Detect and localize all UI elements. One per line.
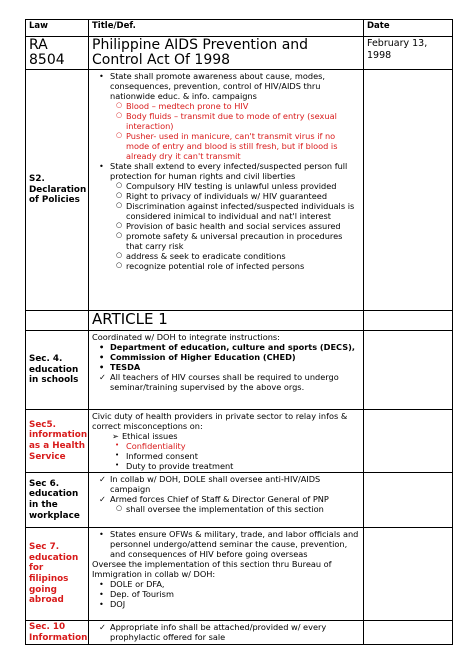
s4-item: Commission of Higher Education (CHED) <box>110 352 296 362</box>
s5-item: Duty to provide treatment <box>126 461 234 471</box>
header-law: Law <box>26 20 89 37</box>
s2-red-2: Body fluids – transmit due to mode of entry (sexual interaction) <box>126 111 337 131</box>
list-item <box>92 161 360 181</box>
s2-bullet-2: State shall extend to every infected/suspected person full protection for human rights and civil liberties <box>110 161 348 181</box>
s4-item: Department of education, culture and sports (DECS), <box>110 342 355 352</box>
circle-bullet-icon: ○ <box>116 181 123 189</box>
bullet-icon: • <box>99 71 104 81</box>
arrow-bullet-icon: ➢ <box>112 431 119 441</box>
bullet-icon: • <box>99 161 104 171</box>
s7-item: Dep. of Tourism <box>110 589 174 599</box>
list-item <box>92 372 360 392</box>
s6-label: Sec 6. education in the workplace <box>26 473 89 528</box>
circle-bullet-icon: ○ <box>116 131 123 139</box>
list-item <box>92 352 360 362</box>
circle-bullet-icon: ○ <box>116 261 123 269</box>
list-item <box>92 504 360 514</box>
list-item <box>92 201 360 221</box>
s2-sub-item: Compulsory HIV testing is unlawful unless provided <box>126 181 337 191</box>
article-title: ARTICLE 1 <box>89 311 364 331</box>
document-page <box>25 19 452 653</box>
list-item <box>92 261 360 271</box>
circle-bullet-icon: ○ <box>116 191 123 199</box>
circle-bullet-icon: ○ <box>116 101 123 109</box>
s10-content <box>89 621 364 645</box>
s2-red-1: Blood – medtech prone to HIV <box>126 101 249 111</box>
s10-label: Sec. 10 Information <box>26 621 89 645</box>
ra-date: February 13, 1998 <box>364 37 453 70</box>
s5-intro: Civic duty of health providers in private sector to relay infos & correct misconceptions on: <box>92 411 348 431</box>
list-item <box>92 589 360 599</box>
law-table <box>25 19 453 645</box>
s7-item: DOLE or DFA, <box>110 579 165 589</box>
s5-item: Confidentiality <box>126 441 186 451</box>
list-item <box>92 494 360 504</box>
s2-sub-item: Discrimination against infected/suspected individuals is considered inimical to individual and nat'l interest <box>126 201 355 221</box>
s5-date <box>364 410 453 473</box>
s7-date <box>364 528 453 621</box>
list-item <box>92 451 360 461</box>
article-date <box>364 311 453 331</box>
list-item <box>92 251 360 261</box>
circle-bullet-icon: ○ <box>116 231 123 239</box>
bullet-icon: • <box>115 461 120 469</box>
circle-bullet-icon: ○ <box>116 251 123 259</box>
header-row <box>26 20 453 37</box>
list-item <box>92 362 360 372</box>
s4-intro: Coordinated w/ DOH to integrate instructions: <box>92 332 280 342</box>
s6-sub: shall oversee the implementation of this section <box>126 504 324 514</box>
checkmark-icon: ✓ <box>99 622 106 632</box>
s4-content <box>89 331 364 410</box>
list-item <box>92 474 360 494</box>
s10-date <box>364 621 453 645</box>
header-date: Date <box>364 20 453 37</box>
s4-item: TESDA <box>110 362 141 372</box>
article-row <box>26 311 453 331</box>
s6-content <box>89 473 364 528</box>
bullet-icon: • <box>99 342 105 352</box>
s5-item: Informed consent <box>126 451 198 461</box>
s5-item: Ethical issues <box>122 431 178 441</box>
s4-check: All teachers of HIV courses shall be required to undergo seminar/training supervised by the above orgs. <box>110 372 339 392</box>
s7-row <box>26 528 453 621</box>
checkmark-icon: ✓ <box>99 494 106 504</box>
s7-label: Sec 7. education for filipinos going abroad <box>26 528 89 621</box>
list-item <box>92 231 360 251</box>
s2-content <box>89 70 364 311</box>
list-item <box>92 191 360 201</box>
s2-sub-item: Right to privacy of individuals w/ HIV guaranteed <box>126 191 328 201</box>
list-item <box>92 431 360 441</box>
list-item <box>92 71 360 101</box>
s2-row <box>26 70 453 311</box>
s2-date <box>364 70 453 311</box>
bullet-icon: • <box>99 579 104 589</box>
bullet-icon: • <box>115 441 120 449</box>
s6-check-2: Armed forces Chief of Staff & Director General of PNP <box>110 494 329 504</box>
s2-sub-item: Provision of basic health and social services assured <box>126 221 341 231</box>
s2-sub-item: address & seek to eradicate conditions <box>126 251 286 261</box>
bullet-icon: • <box>99 362 105 372</box>
bullet-icon: • <box>115 451 120 459</box>
s7-paragraph: Oversee the implementation of this section thru Bureau of Immigration in collab w/ DOH: <box>92 559 332 579</box>
header-title: Title/Def. <box>89 20 364 37</box>
list-item <box>92 101 360 111</box>
bullet-icon: • <box>99 529 104 539</box>
s2-red-3: Pusher- used in manicure, can't transmit virus if no mode of entry and blood is still fresh, but if blood is already dry it can't transmit <box>126 131 338 161</box>
list-item <box>92 131 360 161</box>
s4-row <box>26 331 453 410</box>
ra-number: RA 8504 <box>26 37 89 70</box>
list-item <box>92 599 360 609</box>
s5-content <box>89 410 364 473</box>
circle-bullet-icon: ○ <box>116 201 123 209</box>
list-item <box>92 579 360 589</box>
circle-bullet-icon: ○ <box>116 504 123 512</box>
circle-bullet-icon: ○ <box>116 111 123 119</box>
bullet-icon: • <box>99 599 104 609</box>
s5-row <box>26 410 453 473</box>
checkmark-icon: ✓ <box>99 372 106 382</box>
ra-row <box>26 37 453 70</box>
list-item <box>92 622 360 642</box>
list-item <box>92 441 360 451</box>
s6-row <box>26 473 453 528</box>
s7-bullet: States ensure OFWs & military, trade, and labor officials and personnel undergo/attend seminar the cause, prevention, and consequences of HIV before going overseas <box>110 529 359 559</box>
bullet-icon: • <box>99 352 105 362</box>
list-item <box>92 461 360 471</box>
circle-bullet-icon: ○ <box>116 221 123 229</box>
bullet-icon: • <box>99 589 104 599</box>
s6-check-1: In collab w/ DOH, DOLE shall oversee anti-HIV/AIDS campaign <box>110 474 321 494</box>
list-item <box>92 181 360 191</box>
checkmark-icon: ✓ <box>99 474 106 484</box>
s7-item: DOJ <box>110 599 126 609</box>
s7-content <box>89 528 364 621</box>
s4-date <box>364 331 453 410</box>
s4-label: Sec. 4. education in schools <box>26 331 89 410</box>
list-item <box>92 111 360 131</box>
list-item <box>92 529 360 559</box>
s2-sub-item: recognize potential role of infected persons <box>126 261 305 271</box>
s6-date <box>364 473 453 528</box>
s10-check: Appropriate info shall be attached/provided w/ every prophylactic offered for sale <box>110 622 327 642</box>
ra-title: Philippine AIDS Prevention and Control Act Of 1998 <box>89 37 364 70</box>
s5-label: Sec5. information as a Health Service <box>26 410 89 473</box>
s10-row <box>26 621 453 645</box>
s2-sub-item: promote safety & universal precaution in procedures that carry risk <box>126 231 343 251</box>
article-blank <box>26 311 89 331</box>
list-item <box>92 342 360 352</box>
s2-label: S2. Declaration of Policies <box>26 70 89 311</box>
s2-bullet-1: State shall promote awareness about cause, modes, consequences, prevention, control of HIV/AIDS thru nationwide educ. & info. campaigns <box>110 71 325 101</box>
list-item <box>92 221 360 231</box>
